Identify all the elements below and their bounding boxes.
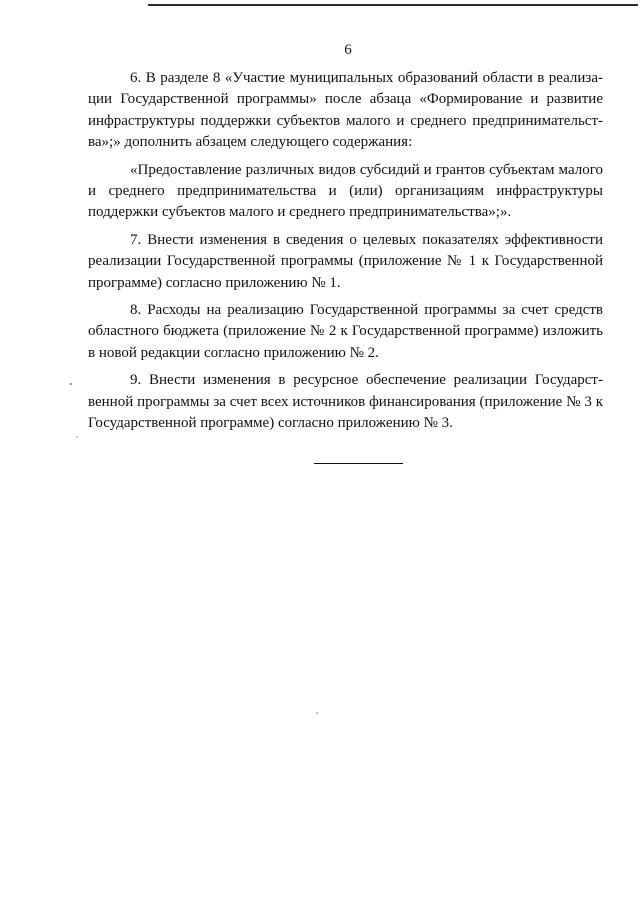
paragraph-item-8: 8. Расходы на реализацию Государственной программы за счет средств областного бюджета (приложение № 2 к Государственной программе) изложить в новой редакции согласно приложению № 2. [88,302,603,361]
paragraph-quoted-addition: «Предоставление различных видов субсидий и грантов субъектам малого и среднего предпринимательства и (или) организациям инфраструктуры поддержки субъектов малого и среднего предпринимательства»;». [88,161,603,221]
paragraph-section-8-amendment: 6. В разделе 8 «Участие муниципальных образований области в реализации Государственной программы» после абзаца «Формирование и развитие инфраструктуры поддержки субъектов малого и среднего предпринимательства»;» дополнить абзацем следующего содержания: [88,70,603,151]
page-number: 6 [344,42,352,58]
paragraph-item-7: 7. Внести изменения в сведения о целевых показателях эффективности реализации Государственной программы (приложение № 1 к Государственной программе) согласно приложению № 1. [88,231,603,291]
scan-speck [76,436,78,438]
scan-speck [316,712,318,714]
scan-edge-line [148,4,638,6]
paragraph-item-9: 9. Внести изменения в ресурсное обеспечение реализации Государственной программы за счет всех источников финансирования (приложение № 3 к Государственной программе) согласно приложению № 3. [88,372,603,432]
document-body [88,68,603,441]
scan-speck [70,383,72,385]
end-separator-line [314,463,403,464]
